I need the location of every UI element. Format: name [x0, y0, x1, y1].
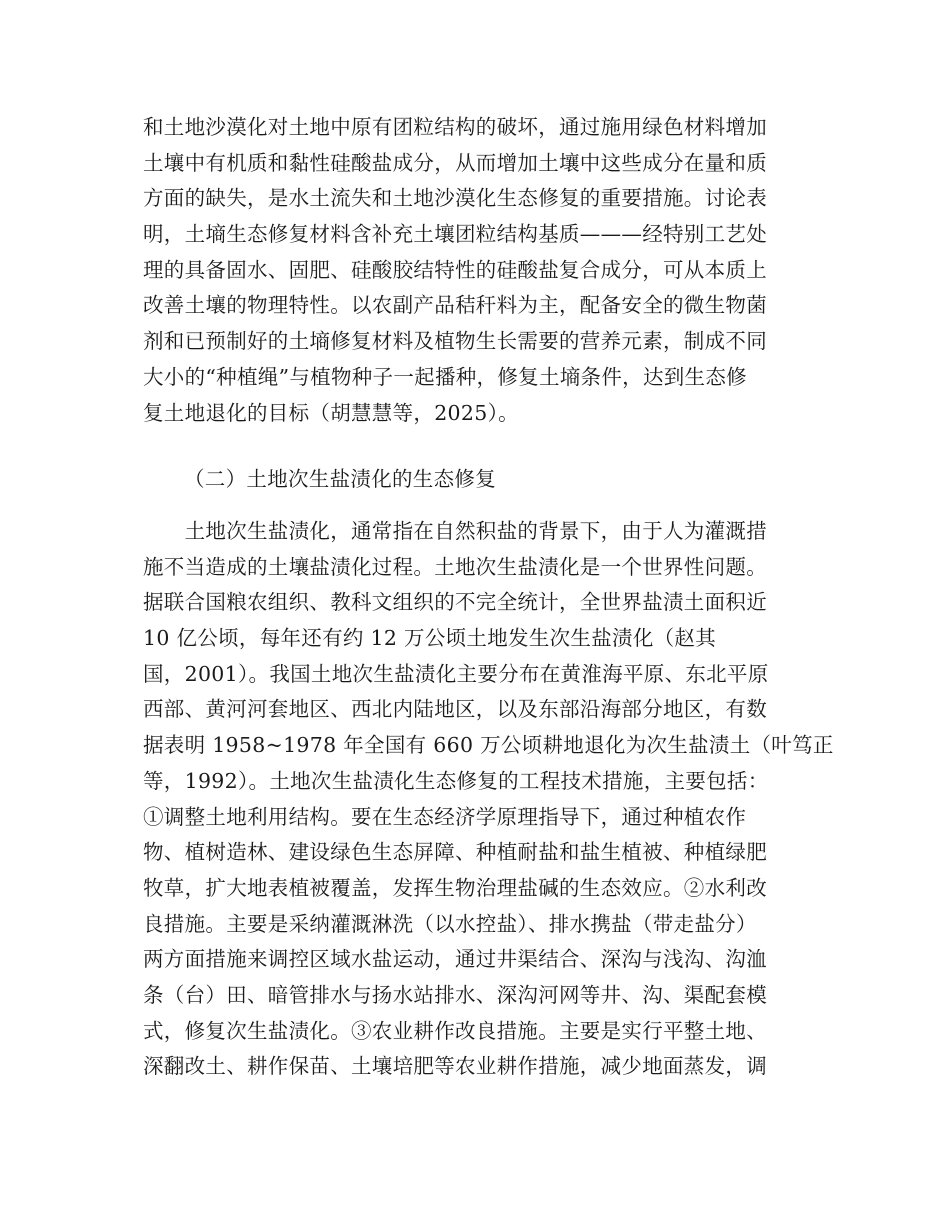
paragraph-line: 10 亿公顷，每年还有约 12 万公顷土地发生次生盐渍化（赵其	[143, 626, 717, 651]
paragraph-line: 物、植树造林、建设绿色生态屏障、种植耐盐和盐生植被、种植绿肥	[143, 840, 767, 865]
paragraph-line: 式，修复次生盐渍化。③农业耕作改良措施。主要是实行平整土地、	[143, 1018, 767, 1043]
paragraph-line: 国，2001）。我国土地次生盐渍化主要分布在黄淮海平原、东北平原	[143, 661, 769, 686]
paragraph-line: 等，1992）。土地次生盐渍化生态修复的工程技术措施，主要包括：	[143, 768, 769, 793]
paragraph-salinization-repair	[143, 514, 834, 1085]
paragraph-line: 复土地退化的目标（胡慧慧等，2025）。	[143, 400, 519, 425]
paragraph-line: 良措施。主要是采纳灌溉淋洗（以水控盐）、排水携盐（带走盐分）	[143, 911, 757, 936]
paragraph-line: 两方面措施来调控区域水盐运动，通过井渠结合、深沟与浅沟、沟洫	[143, 947, 767, 972]
paragraph-line: 深翻改土、耕作保苗、土壤培肥等农业耕作措施，减少地面蒸发，调	[143, 1054, 767, 1079]
paragraph-line: 施不当造成的土壤盐渍化过程。土地次生盐渍化是一个世界性问题。	[143, 554, 767, 579]
paragraph-line: 牧草，扩大地表植被覆盖，发挥生物治理盐碱的生态效应。②水利改	[143, 875, 767, 900]
paragraph-line: 剂和已预制好的土墒修复材料及植物生长需要的营养元素，制成不同	[143, 329, 767, 354]
paragraph-line: 据联合国粮农组织、教科文组织的不完全统计，全世界盐渍土面积近	[143, 590, 767, 615]
section-heading: （二）土地次生盐渍化的生态修复	[184, 467, 496, 491]
paragraph-line: 明，土墒生态修复材料含补充土壤团粒结构基质———经特别工艺处	[143, 222, 767, 247]
paragraph-line: 方面的缺失，是水土流失和土地沙漠化生态修复的重要措施。讨论表	[143, 186, 767, 211]
paragraph-line: 土地次生盐渍化，通常指在自然积盐的背景下，由于人为灌溉措	[143, 519, 767, 543]
paragraph-line: 西部、黄河河套地区、西北内陆地区，以及东部沿海部分地区，有数	[143, 697, 767, 722]
paragraph-line: 理的具备固水、固肥、硅酸胶结特性的硅酸盐复合成分，可从本质上	[143, 257, 767, 282]
paragraph-line: 据表明 1958~1978 年全国有 660 万公顷耕地退化为次生盐渍土（叶笃正	[143, 733, 834, 758]
paragraph-line: 土壤中有机质和黏性硅酸盐成分，从而增加土壤中这些成分在量和质	[143, 150, 767, 175]
paragraph-line: 条（台）田、暗管排水与扬水站排水、深沟河网等井、沟、渠配套模	[143, 982, 767, 1007]
paragraph-line: 改善土壤的物理特性。以农副产品秸秆料为主，配备安全的微生物菌	[143, 293, 767, 318]
paragraph-line: ①调整土地利用结构。要在生态经济学原理指导下，通过种植农作	[143, 804, 747, 829]
paragraph-line: 和土地沙漠化对土地中原有团粒结构的破坏，通过施用绿色材料增加	[143, 115, 767, 139]
paragraph-line: 大小的“种植绳”与植物种子一起播种，修复土墒条件，达到生态修	[143, 364, 747, 389]
paragraph-desertification-repair	[143, 110, 813, 431]
